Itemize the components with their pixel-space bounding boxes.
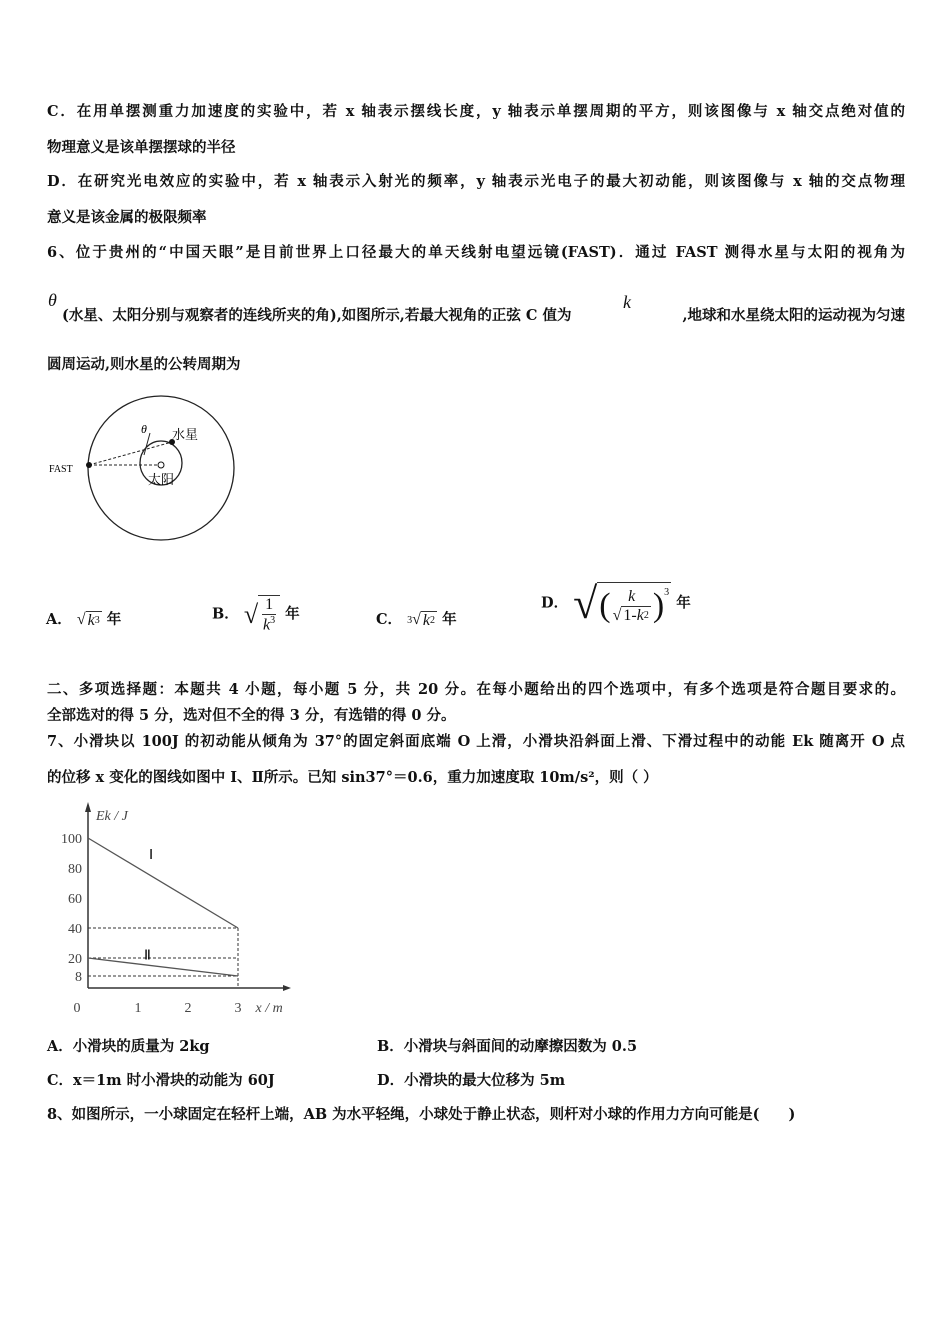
y-tick-label: 8	[75, 970, 82, 985]
q7-stem-line1: 7、小滑块以 100J 的初动能从倾角为 37°的固定斜面底端 O 上滑，小滑块沿斜面上滑、下滑过程中的动能 Ek 随离开 O 点	[47, 733, 905, 750]
y-axis-label: Ek / J	[96, 809, 128, 824]
x-tick-label: 3	[234, 1001, 242, 1016]
q6-stem-line1: 6、位于贵州的“中国天眼”是目前世界上口径最大的单天线射电望远镜(FAST)．通过 FAST 测得水星与太阳的视角为	[47, 244, 905, 261]
formula-c: 3 √ k 2	[407, 611, 435, 629]
unit: 年	[106, 611, 122, 628]
orbit-diagram	[40, 385, 260, 555]
q8-stem-line1: 8、如图所示，一小球固定在轻杆上端，AB 为水平轻绳，小球处于静止状态，则杆对小球的作用力方向可能是( )	[47, 1106, 796, 1123]
fast-mercury-line	[89, 442, 172, 465]
x-tick-label: 0	[73, 1001, 81, 1016]
formula-d: √ ( k √ 1- k 2 ) $^3$	[573, 579, 670, 628]
q6-option-c[interactable]	[376, 608, 457, 630]
sun-circle	[158, 462, 164, 468]
fast-label: FAST	[49, 464, 73, 475]
q5-option-d-line2: 意义是该金属的极限频率	[47, 209, 207, 226]
q6-line2-tail: ,地球和水星绕太阳的运动视为匀速	[682, 307, 905, 324]
option-label: B．	[212, 605, 239, 623]
theta-pointer	[144, 433, 150, 455]
option-label: D．	[541, 594, 569, 612]
numerator: 1	[262, 596, 276, 615]
exp: 3	[664, 587, 670, 598]
section2-heading-line2: 全部选对的得 5 分，选对但不全的得 3 分，有选错的得 0 分。	[47, 707, 456, 724]
unit: 年	[676, 594, 691, 612]
exp: 3	[270, 615, 276, 626]
unit: 年	[285, 605, 300, 623]
q6-option-d[interactable]	[541, 578, 691, 629]
exp: 2	[430, 615, 435, 626]
series-label: Ⅱ	[144, 948, 151, 964]
root-index: 3	[407, 614, 413, 626]
formula-a: √ k 3	[76, 611, 100, 629]
sun-label: 太阳	[148, 472, 175, 487]
numerator-k: k	[628, 587, 636, 605]
x-tick-label: 2	[184, 1001, 192, 1016]
q6-option-b[interactable]	[212, 595, 300, 634]
x-axis-label: x / m	[255, 1001, 283, 1016]
x-tick-label: 1	[134, 1001, 142, 1016]
theta-label: θ	[141, 422, 147, 436]
q6-line2-text: (水星、太阳分别与观察者的连线所夹的角),如图所示,若最大视角的正弦 C 值为	[62, 307, 572, 324]
q6-stem-line3: 圆周运动,则水星的公转周期为	[47, 356, 241, 373]
k: k	[263, 616, 271, 634]
k: k	[422, 611, 430, 629]
fast-dot	[86, 462, 92, 468]
y-axis-arrow	[85, 802, 91, 812]
q5-option-c-line1: C．在用单摆测重力加速度的实验中，若 x 轴表示摆线长度，y 轴表示单摆周期的平方，则该图像与 x 轴交点绝对值的	[47, 103, 905, 120]
k-symbol: k	[622, 292, 631, 312]
y-tick-label: 80	[68, 862, 82, 877]
mercury-label: 水星	[172, 427, 199, 442]
series-label: Ⅰ	[149, 848, 154, 863]
q7-option-a[interactable]: A．小滑块的质量为 2kg	[47, 1038, 210, 1055]
y-tick-label: 20	[68, 952, 82, 967]
exp: 3	[94, 615, 100, 626]
series-line	[88, 838, 238, 928]
q5-option-d-line1: D．在研究光电效应的实验中，若 x 轴表示入射光的频率，y 轴表示光电子的最大初动能，则该图像与 x 轴的交点物理	[47, 173, 905, 190]
q7-option-d[interactable]: D．小滑块的最大位移为 5m	[377, 1072, 566, 1089]
x-axis-arrow	[283, 985, 291, 991]
y-tick-label: 100	[61, 832, 82, 847]
q7-stem-line2: 的位移 x 变化的图线如图中 Ⅰ、Ⅱ所示。已知 sin37°＝0.6，重力加速度取 10m/s²，则（ ）	[47, 769, 658, 786]
exp: 2	[643, 610, 649, 621]
q7-option-c[interactable]: C．x＝1m 时小滑块的动能为 60J	[47, 1072, 275, 1089]
formula-b: √ $\frac{1}{k^3}$	[244, 595, 280, 634]
y-tick-label: 40	[68, 922, 82, 937]
theta-symbol	[48, 290, 57, 311]
option-label: A．	[46, 611, 72, 628]
section2-heading-line1: 二、多项选择题：本题共 4 小题，每小题 5 分，共 20 分。在每小题给出的四个选项中，有多个选项是符合题目要求的。	[47, 681, 905, 698]
y-tick-label: 60	[68, 892, 82, 907]
theta: θ	[48, 290, 57, 310]
q6-stem-line2	[62, 292, 905, 326]
option-label: C．	[376, 611, 403, 628]
q6-option-a[interactable]	[46, 608, 121, 630]
series-line	[88, 958, 238, 976]
unit: 年	[442, 611, 457, 628]
ek-x-chart	[40, 800, 300, 1020]
q7-option-b[interactable]: B．小滑块与斜面间的动摩擦因数为 0.5	[377, 1038, 638, 1055]
one-minus: 1-	[623, 606, 637, 624]
k: k	[636, 606, 644, 624]
k: k	[87, 611, 95, 629]
q5-option-c-line2: 物理意义是该单摆摆球的半径	[47, 139, 236, 156]
